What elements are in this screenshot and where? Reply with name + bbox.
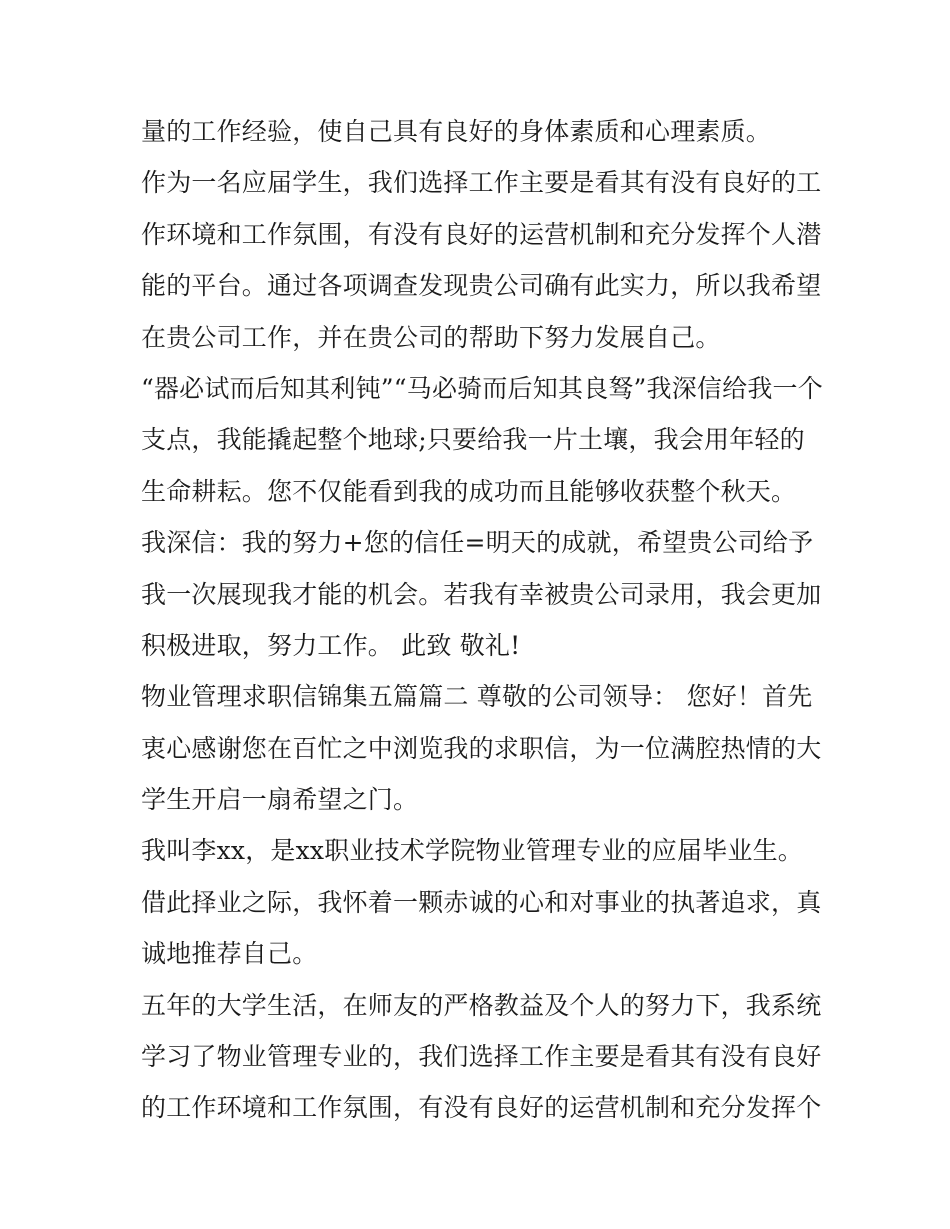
text-line: 我一次展现我才能的机会。若我有幸被贵公司录用，我会更加 [141, 579, 822, 609]
text-line: 五年的大学生活，在师友的严格教益及个人的努力下，我系统 [141, 990, 822, 1020]
text-line: 生命耕耘。您不仅能看到我的成功而且能够收获整个秋天。 [141, 476, 797, 506]
text-line: 衷心感谢您在百忙之中浏览我的求职信，为一位满腔热情的大 [141, 733, 822, 763]
text-line: 我深信：我的努力+您的信任=明天的成就，希望贵公司给予 [141, 528, 814, 558]
text-line: 学习了物业管理专业的，我们选择工作主要是看其有没有良好 [141, 1042, 822, 1072]
text-line: 作为一名应届学生，我们选择工作主要是看其有没有良好的工 [141, 168, 822, 198]
body-text [141, 106, 821, 1134]
text-line: 支点，我能撬起整个地球;只要给我一片土壤，我会用年轻的 [141, 425, 805, 455]
text-line: 的工作环境和工作氛围，有没有良好的运营机制和充分发挥个 [141, 1093, 822, 1123]
text-line: “器必试而后知其利钝”“马必骑而后知其良驽”我深信给我一个 [141, 373, 823, 403]
text-line: 物业管理求职信锦集五篇篇二 尊敬的公司领导： 您好！首先 [141, 682, 813, 712]
text-line: 积极进取，努力工作。 此致 敬礼! [141, 630, 521, 660]
text-line: 借此择业之际，我怀着一颗赤诚的心和对事业的执著追求，真 [141, 887, 822, 917]
text-line: 诚地推荐自己。 [141, 939, 318, 969]
text-line: 学生开启一扇希望之门。 [141, 785, 419, 815]
text-line: 量的工作经验，使自己具有良好的身体素质和心理素质。 [141, 117, 772, 146]
text-line: 作环境和工作氛围，有没有良好的运营机制和充分发挥个人潜 [141, 219, 822, 249]
text-line: 在贵公司工作，并在贵公司的帮助下努力发展自己。 [141, 322, 721, 352]
text-line: 能的平台。通过各项调查发现贵公司确有此实力，所以我希望 [141, 271, 822, 301]
text-line: 我叫李xx，是xx职业技术学院物业管理专业的应届毕业生。 [141, 836, 803, 866]
